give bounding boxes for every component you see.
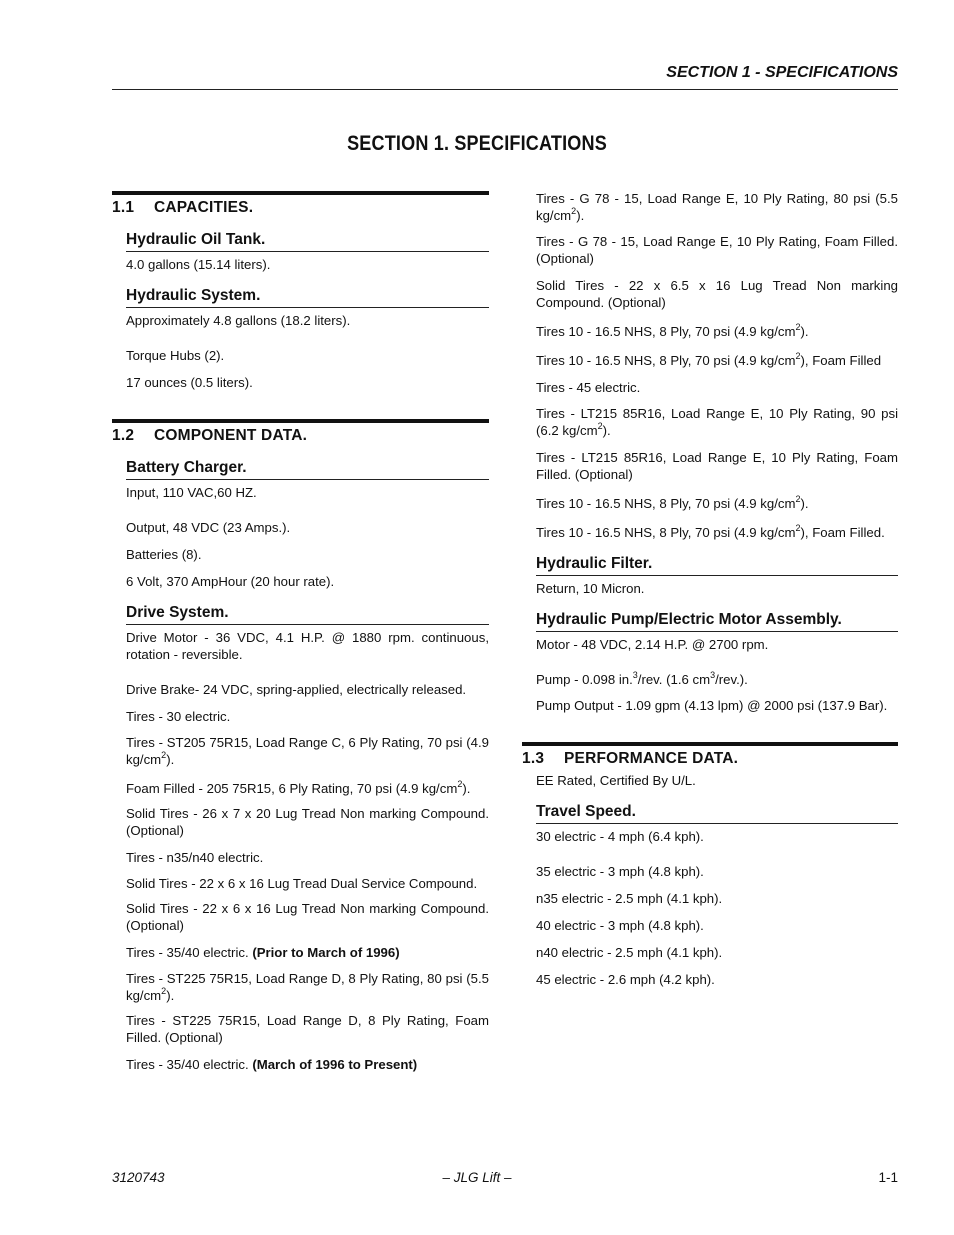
footer-brand: – JLG Lift – bbox=[442, 1170, 512, 1185]
charger-output: Output, 48 VDC (23 Amps.). bbox=[126, 520, 291, 535]
tires-nhs-1: Tires 10 - 16.5 NHS, 8 Ply, 70 psi (4.9 $kg/cm^2$). bbox=[536, 322, 809, 339]
pump-displacement: Pump - 0.098 in.$^3$/rev. (1.6 $cm^3/rev$.). bbox=[536, 670, 748, 687]
speed-item: n35 electric - 2.5 mph (4.1 kph). bbox=[536, 891, 723, 906]
tires-g78-foam: Tires - G 78 - 15, Load Range E, 10 Ply Rating, Foam Filled. (Optional) bbox=[536, 234, 898, 266]
tires-n35: Tires - n35/n40 electric. bbox=[126, 850, 264, 865]
heading-hydraulic-system: Hydraulic System. bbox=[126, 287, 489, 308]
heading-hydraulic-filter: Hydraulic Filter. bbox=[536, 555, 898, 576]
torque-hub-ounces: 17 ounces (0.5 liters). bbox=[126, 375, 253, 390]
heading-travel-speed: Travel Speed. bbox=[536, 803, 898, 824]
heading-hydraulic-pump: Hydraulic Pump/Electric Motor Assembly. bbox=[536, 611, 898, 632]
speed-item: 45 electric - 2.6 mph (4.2 kph). bbox=[536, 972, 715, 987]
pump-output: Pump Output - 1.09 gpm (4.13 lpm) @ 2000 psi (137.9 Bar). bbox=[536, 698, 888, 713]
tires-45: Tires - 45 electric. bbox=[536, 380, 641, 395]
tires-lt215: Tires - LT215 85R16, Load Range E, 10 Ply Rating, 90 psi (6.2 $kg/cm^2$). bbox=[536, 406, 898, 438]
tires-st225: Tires - ST225 75R15, Load Range D, 8 Ply Rating, 80 psi (5.5 $kg/cm^2$). bbox=[126, 971, 489, 1003]
tires-st205: Tires - ST205 75R15, Load Range C, 6 Ply Rating, 70 psi (4.9 $kg/cm^2$). bbox=[126, 735, 489, 767]
tires-30: Tires - 30 electric. bbox=[126, 709, 231, 724]
drive-motor: Drive Motor - 36 VDC, 4.1 H.P. @ 1880 rpm. continuous, rotation - reversible. bbox=[126, 630, 489, 662]
oil-tank-capacity: 4.0 gallons (15.14 liters). bbox=[126, 257, 271, 272]
foam-filled: Foam Filled - 205 75R15, 6 Ply Rating, 70 psi (4.9 $kg/cm^2$). bbox=[126, 779, 471, 796]
solid-tires-22-nonmarking: Solid Tires - 22 x 6 x 16 Lug Tread Non marking Compound. (Optional) bbox=[126, 901, 489, 933]
filter-value: Return, 10 Micron. bbox=[536, 581, 645, 596]
rating: EE Rated, Certified By U/L. bbox=[536, 773, 696, 788]
tires-prior-1996: Tires - 35/40 electric. (Prior to March of 1996) bbox=[126, 945, 400, 960]
left-column bbox=[112, 191, 489, 1073]
section-heading-1-3: 1.3 PERFORMANCE DATA. bbox=[522, 750, 739, 767]
section-heading-1-1: 1.1 CAPACITIES. bbox=[112, 199, 254, 216]
heading-drive-system: Drive System. bbox=[126, 604, 489, 625]
heading-hydraulic-oil-tank: Hydraulic Oil Tank. bbox=[126, 231, 489, 252]
tires-st225-foam: Tires - ST225 75R15, Load Range D, 8 Ply Rating, Foam Filled. (Optional) bbox=[126, 1013, 489, 1045]
speed-item: 30 electric - 4 mph (6.4 kph). bbox=[536, 829, 704, 844]
tires-nhs-foam-2: Tires 10 - 16.5 NHS, 8 Ply, 70 psi (4.9 $kg/cm^2$), Foam Filled. bbox=[536, 523, 885, 540]
speed-item: 35 electric - 3 mph (4.8 kph). bbox=[536, 864, 704, 879]
tires-nhs-2: Tires 10 - 16.5 NHS, 8 Ply, 70 psi (4.9 $kg/cm^2$). bbox=[536, 494, 809, 511]
speed-item: 40 electric - 3 mph (4.8 kph). bbox=[536, 918, 704, 933]
torque-hubs: Torque Hubs (2). bbox=[126, 348, 225, 363]
batteries: Batteries (8). bbox=[126, 547, 202, 562]
page-number: 1-1 bbox=[878, 1170, 898, 1185]
speed-item: n40 electric - 2.5 mph (4.1 kph). bbox=[536, 945, 723, 960]
amphour: 6 Volt, 370 AmpHour (20 hour rate). bbox=[126, 574, 335, 589]
doc-number: 3120743 bbox=[112, 1170, 165, 1185]
hydraulic-system-capacity: Approximately 4.8 gallons (18.2 liters). bbox=[126, 313, 351, 328]
solid-tires-22-65: Solid Tires - 22 x 6.5 x 16 Lug Tread Non marking Compound. (Optional) bbox=[536, 278, 898, 310]
running-header: SECTION 1 - SPECIFICATIONS bbox=[666, 64, 898, 81]
right-column bbox=[522, 186, 898, 988]
section-heading-1-2: 1.2 COMPONENT DATA. bbox=[112, 427, 308, 444]
tires-nhs-foam-1: Tires 10 - 16.5 NHS, 8 Ply, 70 psi (4.9 $kg/cm^2$), Foam Filled bbox=[536, 351, 882, 368]
section-title: SECTION 1. SPECIFICATIONS bbox=[347, 132, 607, 155]
tires-lt215-foam: Tires - LT215 85R16, Load Range E, 10 Ply Rating, Foam Filled. (Optional) bbox=[536, 450, 898, 482]
solid-tires-22-dual: Solid Tires - 22 x 6 x 16 Lug Tread Dual Service Compound. bbox=[126, 876, 478, 891]
header-rule bbox=[112, 89, 898, 90]
solid-tires-26: Solid Tires - 26 x 7 x 20 Lug Tread Non marking Compound. (Optional) bbox=[126, 806, 489, 838]
pump-motor: Motor - 48 VDC, 2.14 H.P. @ 2700 rpm. bbox=[536, 637, 769, 652]
charger-input: Input, 110 VAC,60 HZ. bbox=[126, 485, 257, 500]
tires-g78: Tires - G 78 - 15, Load Range E, 10 Ply Rating, 80 psi (5.5 $kg/cm^2$). bbox=[536, 191, 898, 223]
drive-brake: Drive Brake- 24 VDC, spring-applied, electrically released. bbox=[126, 682, 467, 697]
tires-march-1996: Tires - 35/40 electric. (March of 1996 to Present) bbox=[126, 1057, 418, 1072]
heading-battery-charger: Battery Charger. bbox=[126, 459, 489, 480]
